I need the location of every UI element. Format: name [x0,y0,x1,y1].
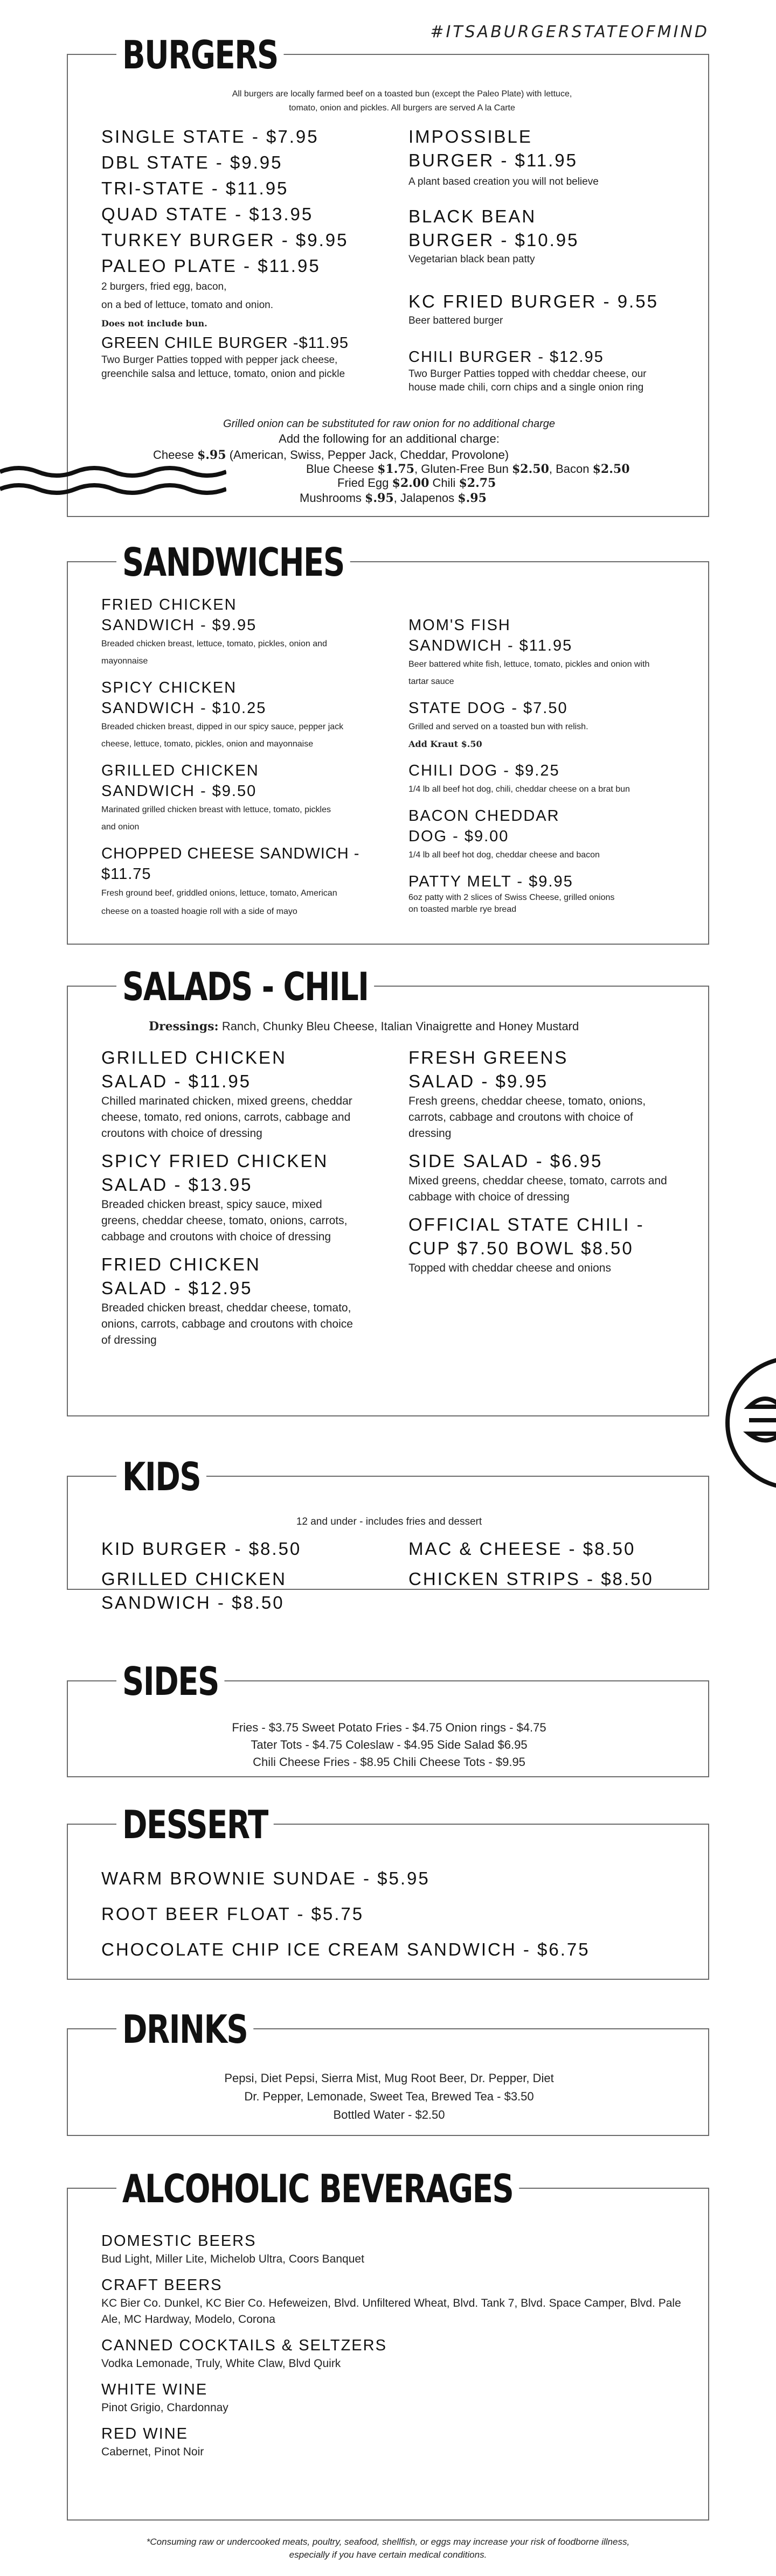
dressings-line [149,1019,579,1034]
menu-item-name: SANDWICH - $8.50 [101,1593,285,1612]
menu-item-desc: Beer battered burger [408,315,503,326]
menu-item-name: GRILLED CHICKEN [101,1048,287,1067]
menu-item-desc: Bud Light, Miller Lite, Michelob Ultra, Coors Banquet [101,2253,364,2265]
addon-label: Blue Cheese [306,462,374,476]
menu-item-desc: Vegetarian black bean patty [408,254,535,265]
menu-item-name: CRAFT BEERS [101,2277,223,2294]
dressings-list: Ranch, Chunky Bleu Cheese, Italian Vinaigrette and Honey Mustard [221,1020,579,1033]
menu-item-name: SINGLE STATE - $7.95 [101,127,319,146]
wave-decoration-icon [0,464,226,505]
menu-item-desc: 1/4 lb all beef hot dog, cheddar cheese and bacon [408,850,600,860]
menu-item-name: DOMESTIC BEERS [101,2232,257,2250]
menu-item-name: CUP $7.50 BOWL $8.50 [408,1238,634,1258]
addon-detail: (American, Swiss, Pepper Jack, Cheddar, Provolone) [229,448,509,462]
menu-item-desc: Breaded chicken breast, spicy sauce, mixed greens, cheddar cheese, tomato, onions, carrots, cabbage and croutons with choice of dressing [101,1198,348,1243]
addon-label: , Gluten-Free Bun [414,462,509,476]
menu-item-desc: Mixed greens, cheddar cheese, tomato, carrots and cabbage with choice of dressing [408,1175,667,1203]
menu-item-desc: Breaded chicken breast, lettuce, tomato, pickles, onion and mayonnaise [101,639,327,666]
menu-item-name: ROOT BEER FLOAT - $5.75 [101,1904,364,1924]
addon-label: Cheese [153,448,194,462]
addon-line-veg [300,491,487,505]
drinks-line: Dr. Pepper, Lemonade, Sweet Tea, Brewed Tea - $3.50 [244,2090,534,2103]
section-title: KIDS [116,1453,206,1500]
menu-item-name: SPICY CHICKEN [101,679,237,696]
dessert-section [67,1802,709,1980]
addon-label: Mushrooms [300,491,362,505]
menu-item-name: CHOPPED CHEESE SANDWICH - $11.75 [101,845,360,883]
sides-line: Fries - $3.75 Sweet Potato Fries - $4.75 Onion rings - $4.75 [232,1721,546,1734]
menu-item-name: DBL STATE - $9.95 [101,152,283,172]
addon-price: $.95 [365,491,394,505]
menu-item-desc: Chilled marinated chicken, mixed greens, cheddar cheese, tomato, red onions, carrots, cabbage and croutons with choice of dressing [101,1095,352,1140]
menu-item-name: TURKEY BURGER - $9.95 [101,230,349,250]
drinks-section [67,2007,709,2136]
drinks-line: Pepsi, Diet Pepsi, Sierra Mist, Mug Root Beer, Dr. Pepper, Diet [224,2071,554,2085]
addon-price: $.95 [197,448,226,462]
menu-item-desc: Two Burger Patties topped with cheddar cheese, our house made chili, corn chips and a single onion ring [408,368,647,393]
grilled-onion-note: Grilled onion can be substituted for raw onion for no additional charge [223,418,555,430]
disclaimer-line: especially if you have certain medical conditions. [289,2550,487,2560]
menu-item-desc: on a bed of lettuce, tomato and onion. [101,299,274,311]
addons-intro: Add the following for an additional charge: [279,432,500,445]
menu-item-name: PALEO PLATE - $11.95 [101,256,321,276]
addon-price: $2.00 [392,476,429,490]
menu-item-name: SIDE SALAD - $6.95 [408,1151,603,1171]
menu-item-name: CHICKEN STRIPS - $8.50 [408,1569,654,1589]
menu-item-desc: Beer battered white fish, lettuce, tomato, pickles and onion with tartar sauce [408,660,650,686]
drinks-line: Bottled Water - $2.50 [333,2108,445,2121]
addon-label: , Jalapenos [393,491,455,505]
menu-item-desc: Marinated grilled chicken breast with lettuce, tomato, pickles and onion [101,805,331,832]
menu-item-name: SALAD - $11.95 [101,1071,252,1091]
menu-item-desc: 2 burgers, fried egg, bacon, [101,281,227,292]
section-title: ALCOHOLIC BEVERAGES [116,2165,519,2212]
menu-item-name: MOM'S FISH [408,617,511,634]
menu-item-desc: Two Burger Patties topped with pepper jack cheese, greenchile salsa and lettuce, tomato, onion and pickle [101,354,345,380]
sides-line: Tater Tots - $4.75 Coleslaw - $4.95 Side Salad $6.95 [251,1738,528,1751]
section-title: SIDES [116,1658,225,1705]
dressings-label: Dressings: [149,1020,219,1034]
menu-item-desc: Topped with cheddar cheese and onions [408,1262,611,1274]
menu-item-desc: 1/4 lb all beef hot dog, chili, cheddar cheese on a brat bun [408,785,630,794]
section-title: BURGERS [116,31,284,79]
menu-item-name: SANDWICH - $11.95 [408,637,573,654]
addon-price: $2.50 [592,462,630,476]
disclaimer-line: *Consuming raw or undercooked meats, poultry, seafood, shellfish, or eggs may increase your risk of foodborne illness, [146,2537,630,2547]
menu-item-name: SANDWICH - $9.95 [101,617,257,634]
menu-item-name: KID BURGER - $8.50 [101,1539,302,1559]
menu-item-name: WARM BROWNIE SUNDAE - $5.95 [101,1868,430,1888]
addon-line-cheese [153,448,509,462]
addon-price: $2.50 [512,462,549,476]
section-title: DRINKS [116,2006,253,2053]
addon-label: Fried Egg [337,476,389,490]
sandwiches-section [67,540,709,945]
menu-item-name: GREEN CHILE BURGER -$11.95 [101,334,349,352]
alcoholic-beverages-section [67,2166,709,2521]
menu-item-name: QUAD STATE - $13.95 [101,204,314,224]
sides-line: Chili Cheese Fries - $8.95 Chili Cheese Tots - $9.95 [253,1755,525,1769]
menu-item-name: RED WINE [101,2425,188,2442]
menu-item-name: KC FRIED BURGER - 9.55 [408,291,659,311]
menu-item-name: SALAD - $12.95 [101,1278,253,1298]
section-title: SANDWICHES [116,539,350,586]
menu-item-name: TRI-STATE - $11.95 [101,178,289,198]
addon-label: Chili [432,476,456,490]
menu-item-name: FRESH GREENS [408,1048,569,1067]
menu-item-desc: Breaded chicken breast, cheddar cheese, tomato, onions, carrots, cabbage and croutons with choice of dressing [101,1302,353,1346]
hashtag: #ITSABURGERSTATEOFMIND [430,23,709,41]
menu-item-name: WHITE WINE [101,2381,208,2398]
menu-item-note: Add Kraut $.50 [408,739,482,749]
burger-logo-icon [717,1353,776,1493]
menu-item-name: STATE DOG - $7.50 [408,700,568,717]
section-title: SALADS - CHILI [116,963,374,1010]
salads-chili-section [67,964,709,1416]
menu-item-desc: Breaded chicken breast, dipped in our spicy sauce, pepper jack cheese, lettuce, tomato, pickles, onion and mayonnaise [101,722,344,749]
menu-item-name: BLACK BEAN BURGER - $10.95 [408,206,579,250]
menu-item-name: FRIED CHICKEN [101,1254,261,1274]
kids-section [67,1454,709,1612]
menu-item-name: IMPOSSIBLE BURGER - $11.95 [408,127,578,170]
menu-item-name: CHOCOLATE CHIP ICE CREAM SANDWICH - $6.75 [101,1939,590,1959]
menu-item-desc: Pinot Grigio, Chardonnay [101,2402,228,2414]
menu-item-name: FRIED CHICKEN [101,596,237,613]
addon-line-egg [337,476,496,490]
menu-item-name: SANDWICH - $9.50 [101,783,257,800]
menu-item-name: BACON CHEDDAR [408,807,560,825]
menu-item-note: Does not include bun. [101,318,207,329]
menu-item-name: SANDWICH - $10.25 [101,700,267,717]
kids-intro: 12 and under - includes fries and dessert [296,1516,482,1527]
menu-item-name: OFFICIAL STATE CHILI - [408,1214,645,1234]
menu-item-name: MAC & CHEESE - $8.50 [408,1539,636,1559]
menu-item-desc: Grilled and served on a toasted bun with relish. [408,722,588,731]
menu-item-desc: Fresh ground beef, griddled onions, lettuce, tomato, American cheese on a toasted hoagie roll with a side of mayo [101,889,337,916]
addon-price: $1.75 [377,462,414,476]
burgers-intro: All burgers are locally farmed beef on a toasted bun (except the Paleo Plate) with lettuce, tomato, onion and pickles. All burgers are served A la Carte [232,89,572,113]
addon-price: $2.75 [459,476,496,490]
addon-price: $.95 [458,491,487,505]
menu-item-desc: Cabernet, Pinot Noir [101,2446,204,2458]
menu-item-name: PATTY MELT - $9.95 [408,873,573,890]
menu-item-name: CHILI DOG - $9.25 [408,762,560,779]
menu-item-name: SPICY FRIED CHICKEN [101,1151,329,1171]
addon-label: , Bacon [549,462,590,476]
sides-section [67,1659,709,1777]
addon-line-extras [306,462,630,476]
section-title: DESSERT [116,1801,274,1848]
menu-item-name: SALAD - $9.95 [408,1071,549,1091]
menu-item-name: GRILLED CHICKEN [101,762,259,779]
food-safety-disclaimer [0,2536,776,2561]
menu-item-name: GRILLED CHICKEN [101,1569,287,1589]
menu-item-name: SALAD - $13.95 [101,1175,253,1195]
menu-item-desc: Fresh greens, cheddar cheese, tomato, onions, carrots, cabbage and croutons with choice of dressing [408,1095,646,1140]
menu-item-desc: KC Bier Co. Dunkel, KC Bier Co. Hefeweizen, Blvd. Unfiltered Wheat, Blvd. Tank 7, Blvd. Space Camper, Blvd. Pale Ale, MC Hardway, Modelo, Corona [101,2297,681,2326]
menu-item-name: DOG - $9.00 [408,828,509,845]
menu-item-name: CANNED COCKTAILS & SELTZERS [101,2337,387,2354]
menu-item-desc: Vodka Lemonade, Truly, White Claw, Blvd Quirk [101,2357,341,2370]
menu-item-desc: A plant based creation you will not believe [408,176,599,187]
menu-item-name: CHILI BURGER - $12.95 [408,348,604,366]
menu-item-desc: 6oz patty with 2 slices of Swiss Cheese, grilled onions on toasted marble rye bread [408,893,615,914]
